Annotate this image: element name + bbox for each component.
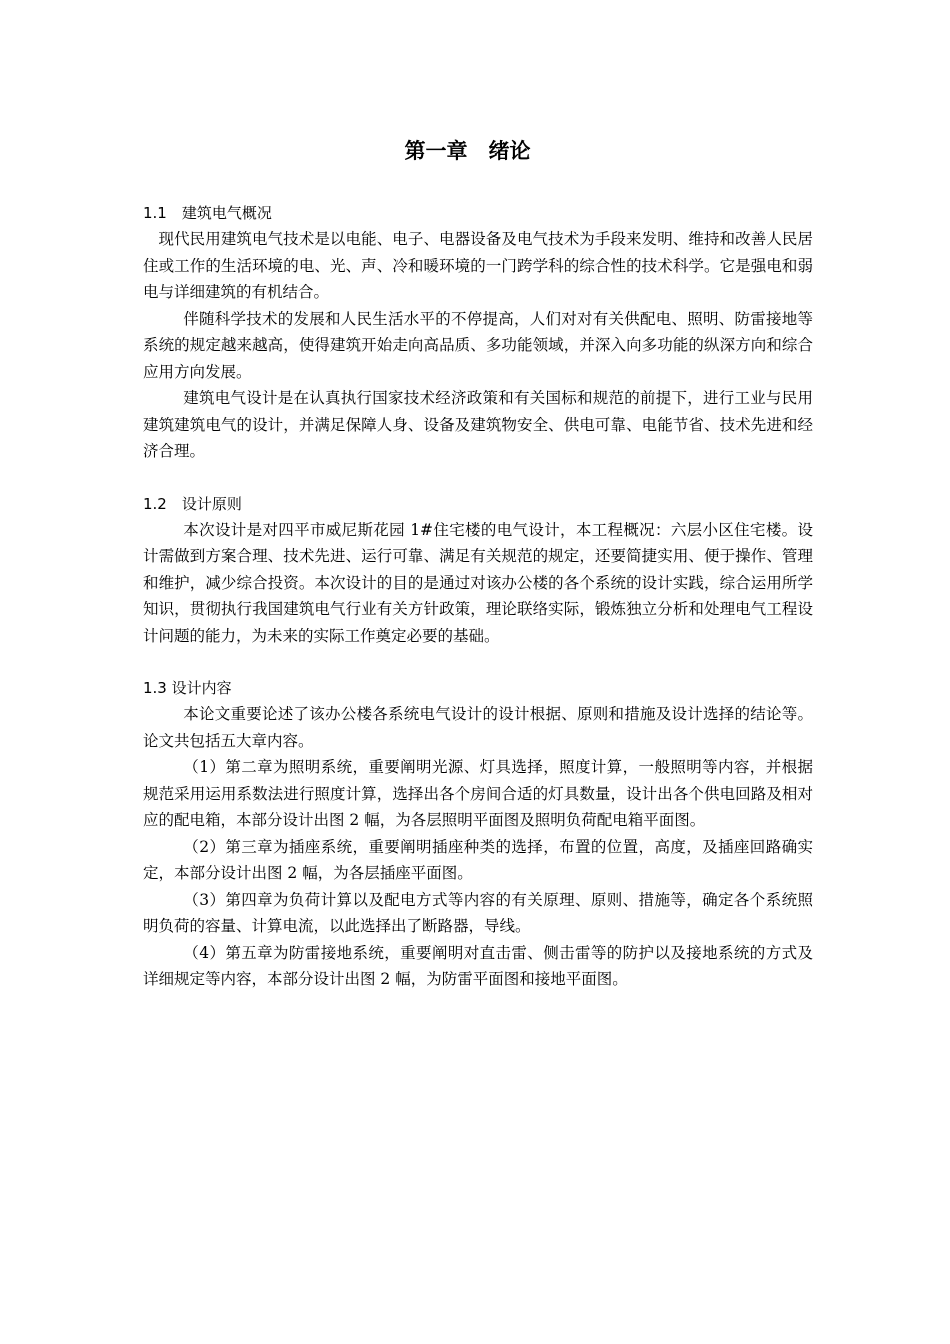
document-body xyxy=(143,200,813,993)
section-design-principles xyxy=(143,491,813,650)
section-spacer xyxy=(143,465,813,491)
paragraph: 本次设计是对四平市威尼斯花园 1#住宅楼的电气设计，本工程概况：六层小区住宅楼。设计需做到方案合理、技术先进、运行可靠、满足有关规范的规定，还要简捷实用、便于操作、管理和维护，减少综合投资。本次设计的目的是通过对该办公楼的各个系统的设计实践，综合运用所学知识，贯彻执行我国建筑电气行业有关方针政策，理论联络实际，锻炼独立分析和处理电气工程设计问题的能力，为未来的实际工作奠定必要的基础。 xyxy=(143,520,813,645)
paragraph: （3）第四章为负荷计算以及配电方式等内容的有关原理、原则、措施等，确定各个系统照明负荷的容量、计算电流，以此选择出了断路器，导线。 xyxy=(143,890,813,935)
section-heading: 1.1 建筑电气概况 xyxy=(143,204,272,222)
chapter-title: 第一章 绪论 xyxy=(404,139,531,163)
section-design-content xyxy=(143,675,813,993)
section-overview xyxy=(143,200,813,465)
paragraph: （2）第三章为插座系统，重要阐明插座种类的选择，布置的位置，高度，及插座回路确实定，本部分设计出图 2 幅，为各层插座平面图。 xyxy=(143,837,813,882)
paragraph: （1）第二章为照明系统，重要阐明光源、灯具选择，照度计算，一般照明等内容，并根据规范采用运用系数法进行照度计算，选择出各个房间合适的灯具数量，设计出各个供电回路及相对应的配电箱，本部分设计出图 2 幅，为各层照明平面图及照明负荷配电箱平面图。 xyxy=(143,758,813,829)
paragraph: 伴随科学技术的发展和人民生活水平的不停提高，人们对对有关供配电、照明、防雷接地等系统的规定越来越高，使得建筑开始走向高品质、多功能领域，并深入向多功能的纵深方向和综合应用方向发展。 xyxy=(143,309,813,381)
section-heading: 1.2 设计原则 xyxy=(143,494,242,513)
section-heading: 1.3 设计内容 xyxy=(143,679,232,697)
paragraph: 本论文重要论述了该办公楼各系统电气设计的设计根据、原则和措施及设计选择的结论等。论文共包括五大章内容。 xyxy=(143,705,813,750)
paragraph: 现代民用建筑电气技术是以电能、电子、电器设备及电气技术为手段来发明、维持和改善人民居住或工作的生活环境的电、光、声、冷和暖环境的一门跨学科的综合性的技术科学。它是强电和弱电与详细建筑的有机结合。 xyxy=(143,230,813,301)
paragraph: （4）第五章为防雷接地系统，重要阐明对直击雷、侧击雷等的防护以及接地系统的方式及详细规定等内容，本部分设计出图 2 幅，为防雷平面图和接地平面图。 xyxy=(143,943,813,988)
paragraph: 建筑电气设计是在认真执行国家技术经济政策和有关国标和规范的前提下，进行工业与民用建筑建筑电气的设计，并满足保障人身、设备及建筑物安全、供电可靠、电能节省、技术先进和经济合理。 xyxy=(143,389,813,460)
section-spacer xyxy=(143,649,813,675)
